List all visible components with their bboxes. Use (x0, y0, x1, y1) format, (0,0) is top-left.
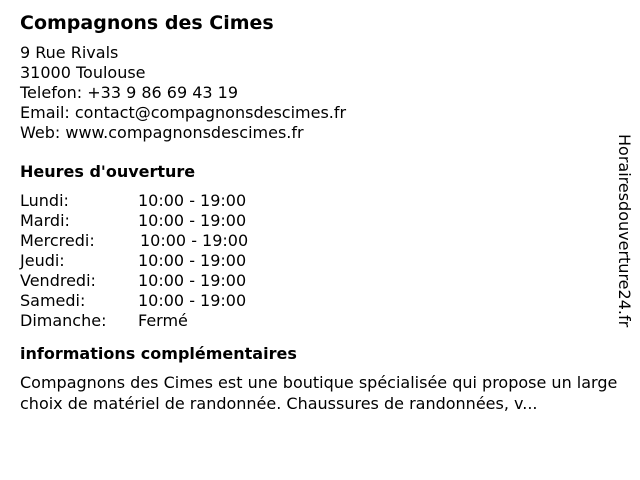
hours-day: Lundi: (20, 191, 69, 210)
hours-row-monday (20, 191, 615, 211)
hours-row-wednesday (20, 231, 615, 251)
business-card (20, 12, 618, 414)
hours-time: 10:00 - 19:00 (138, 271, 247, 290)
hours-time: 10:00 - 19:00 (138, 191, 247, 210)
site-watermark: Horairesdouverture24.fr (615, 134, 634, 328)
address-street: 9 Rue Rivals (20, 43, 119, 62)
phone-line: Telefon: +33 9 86 69 43 19 (20, 83, 239, 102)
hours-row-sunday (20, 311, 615, 331)
hours-day: Dimanche: (20, 311, 107, 330)
hours-row-saturday (20, 291, 615, 311)
business-name: Compagnons des Cimes (20, 12, 274, 34)
hours-time: 10:00 - 19:00 (140, 231, 249, 250)
hours-time: 10:00 - 19:00 (138, 211, 247, 230)
address-city: 31000 Toulouse (20, 63, 146, 82)
hours-row-tuesday (20, 211, 615, 231)
info-title: informations complémentaires (20, 344, 297, 363)
hours-day: Samedi: (20, 291, 86, 310)
hours-time: 10:00 - 19:00 (138, 291, 247, 310)
email-line: Email: contact@compagnonsdescimes.fr (20, 103, 347, 122)
hours-table (20, 191, 615, 331)
hours-time: Fermé (138, 311, 188, 330)
contact-block (20, 43, 615, 143)
hours-day: Vendredi: (20, 271, 96, 290)
hours-title: Heures d'ouverture (20, 162, 196, 181)
hours-row-thursday (20, 251, 615, 271)
hours-day: Mardi: (20, 211, 70, 230)
hours-row-friday (20, 271, 615, 291)
web-line: Web: www.compagnonsdescimes.fr (20, 123, 304, 142)
hours-time: 10:00 - 19:00 (138, 251, 247, 270)
hours-day: Jeudi: (20, 251, 65, 270)
hours-day: Mercredi: (20, 231, 95, 250)
info-description: Compagnons des Cimes est une boutique spécialisée qui propose un large choix de matériel de randonnée. Chaussures de randonnées, v... (20, 373, 618, 413)
